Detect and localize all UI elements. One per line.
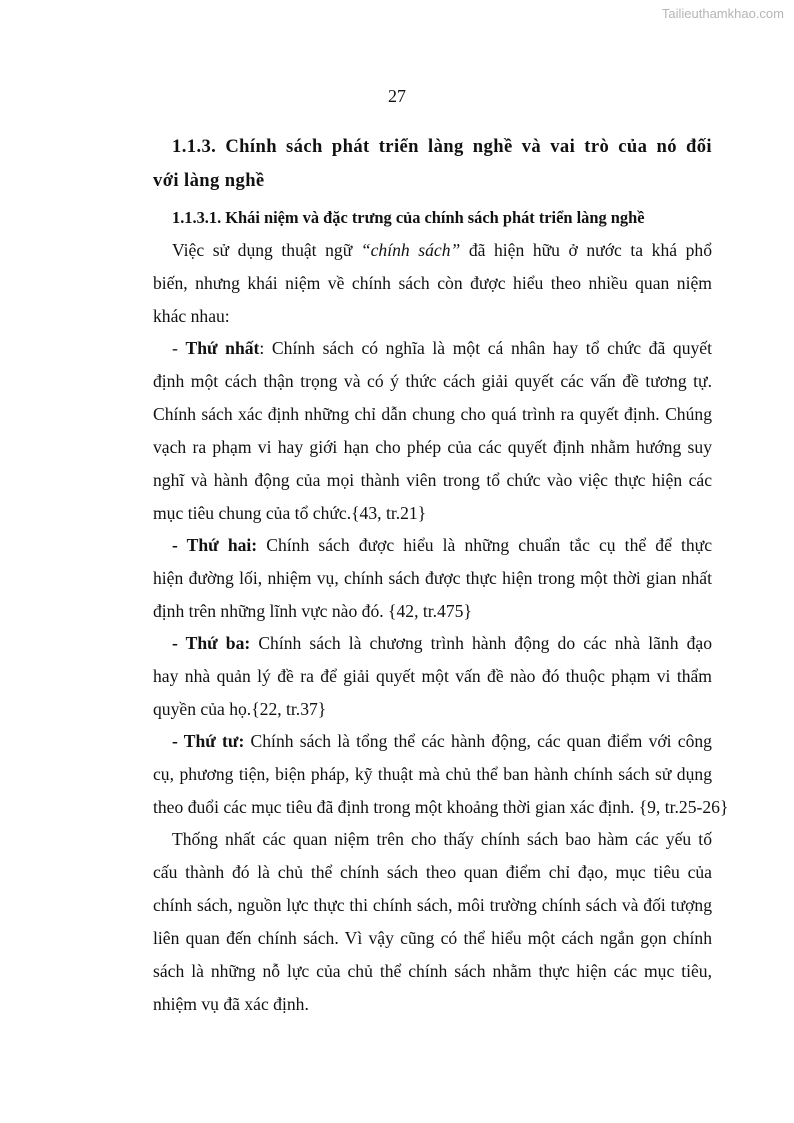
text-segment: định một cách thận trọng và có ý thức cách giải quyết các vấn đề tương tự. (153, 371, 712, 391)
text-segment: nhiệm vụ đã xác định. (153, 994, 309, 1014)
text-segment: Chính sách xác định những chỉ dẫn chung cho quá trình ra quyết định. Chúng (153, 404, 712, 424)
text-segment: sách là những nỗ lực của chủ thể chính sách nhằm thực hiện các mục tiêu, (153, 961, 712, 981)
subsection-heading (172, 207, 712, 229)
bold-label: Thứ nhất (185, 338, 260, 358)
text-line (153, 436, 712, 458)
text-segment: theo đuổi các mục tiêu đã định trong một khoảng thời gian xác định. {9, tr.25-26} (153, 797, 729, 817)
text-segment: 1.1.3.1. Khái niệm và đặc trưng của chính sách phát triển làng nghề (172, 208, 645, 227)
text-line (153, 272, 712, 294)
text-line (153, 665, 712, 687)
text-line (153, 927, 712, 949)
text-line (153, 861, 712, 883)
text-segment: chính sách, nguồn lực thực thi chính sách, môi trường chính sách và đối tượng (153, 895, 712, 915)
italic-term: “chính sách” (360, 240, 461, 260)
text-line (153, 305, 712, 327)
text-segment: : Chính sách có nghĩa là một cá nhân hay tổ chức đã quyết (259, 338, 712, 358)
text-line (153, 894, 712, 916)
text-line (172, 337, 712, 359)
text-line (172, 730, 712, 752)
text-line (172, 828, 712, 850)
text-line (153, 993, 712, 1015)
text-segment: với làng nghề (153, 170, 265, 191)
text-line (153, 469, 712, 491)
text-segment: khác nhau: (153, 306, 230, 326)
section-heading-line (172, 136, 712, 158)
text-segment: liên quan đến chính sách. Vì vậy cũng có thể hiểu một cách ngắn gọn chính (153, 928, 712, 948)
text-line (172, 239, 712, 261)
text-line (153, 567, 712, 589)
text-line (172, 534, 712, 556)
text-segment: cấu thành đó là chủ thể chính sách theo quan điểm chỉ đạo, mục tiêu của (153, 862, 712, 882)
text-line (172, 632, 712, 654)
text-segment: hay nhà quản lý đề ra để giải quyết một vấn đề nào đó thuộc phạm vi thẩm (153, 666, 712, 686)
text-segment: hiện đường lối, nhiệm vụ, chính sách được thực hiện trong một thời gian nhất (153, 568, 712, 588)
page-number: 27 (388, 86, 406, 106)
text-segment: biến, nhưng khái niệm về chính sách còn được hiểu theo nhiều quan niệm (153, 273, 712, 293)
text-segment: Việc sử dụng thuật ngữ (172, 240, 361, 260)
bold-label: - Thứ hai: (172, 535, 258, 555)
text-segment: Chính sách là chương trình hành động do các nhà lãnh đạo (250, 633, 712, 653)
text-segment: - (172, 338, 186, 358)
text-segment: Chính sách được hiểu là những chuẩn tắc cụ thể để thực (257, 535, 712, 555)
text-line (153, 370, 712, 392)
text-segment: đã hiện hữu ở nước ta khá phổ (460, 240, 712, 260)
bold-label: - Thứ tư: (172, 731, 245, 751)
text-segment: quyền của họ.{22, tr.37} (153, 699, 327, 719)
text-segment: mục tiêu chung của tổ chức.{43, tr.21} (153, 503, 427, 523)
text-line (153, 502, 712, 524)
text-line (153, 960, 712, 982)
text-segment: định trên những lĩnh vực nào đó. {42, tr.475} (153, 601, 472, 621)
watermark: Tailieuthamkhao.com (661, 6, 784, 21)
text-segment: nghĩ và hành động của mọi thành viên trong tổ chức vào việc thực hiện các (153, 470, 712, 490)
text-line (153, 796, 729, 818)
text-segment: 1.1.3. Chính sách phát triển làng nghề và vai trò của nó đối (172, 136, 712, 157)
section-heading-line (153, 170, 712, 192)
text-line (153, 600, 712, 622)
text-line (153, 403, 712, 425)
text-segment: vạch ra phạm vi hay giới hạn cho phép của các quyết định nhằm hướng suy (153, 437, 712, 457)
bold-label: - Thứ ba: (172, 633, 251, 653)
text-segment: cụ, phương tiện, biện pháp, kỹ thuật mà chủ thể ban hành chính sách sử dụng (153, 764, 712, 784)
text-segment: Chính sách là tổng thể các hành động, các quan điểm với công (244, 731, 712, 751)
text-line (153, 698, 712, 720)
text-segment: Thống nhất các quan niệm trên cho thấy chính sách bao hàm các yếu tố (172, 829, 712, 849)
text-line (153, 763, 712, 785)
